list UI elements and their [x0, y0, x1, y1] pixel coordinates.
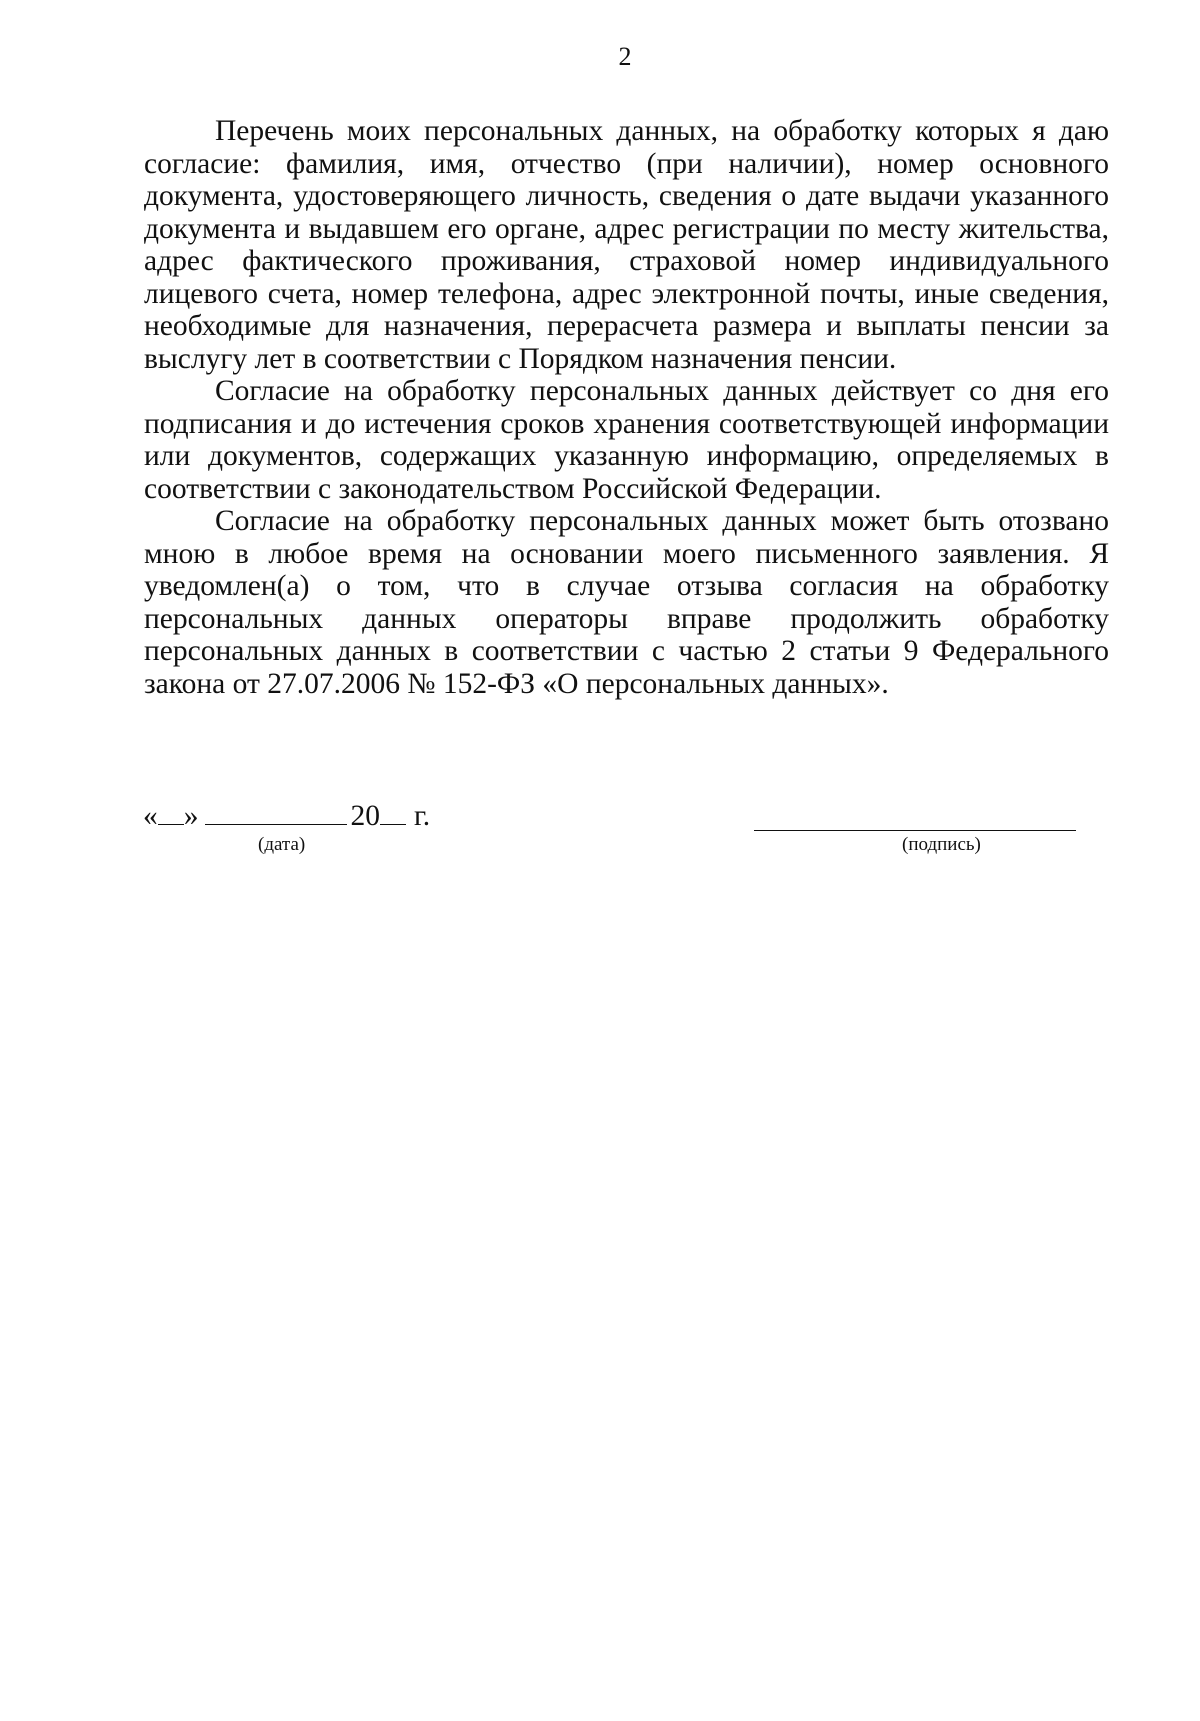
paragraph-personal-data-list: Перечень моих персональных данных, на обработку которых я даю согласие: фамилия, имя, отчество (при наличии), номер основного документа, удостоверяющего личность, сведения о дате выдачи указанного документа и выдавшем его органе, адрес регистрации по месту жительства, адрес фактического проживания, страховой номер индивидуального лицевого счета, номер телефона, адрес электронной почты, иные сведения, необходимые для назначения, перерасчета размера и выплаты пенсии за выслугу лет в соответствии с Порядком назначения пенсии. — [144, 115, 1109, 375]
quote-open: « — [143, 800, 158, 832]
paragraph-consent-withdrawal: Согласие на обработку персональных данных может быть отозвано мною в любое время на основании моего письменного заявления. Я уведомлен(а) о том, что в случае отзыва согласия на обработку персональных данных операторы вправе продолжить обработку персональных данных в соответствии с частью 2 статьи 9 Федерального закона от 27.07.2006 № 152-ФЗ «О персональных данных». — [144, 505, 1109, 700]
date-caption: (дата) — [258, 834, 306, 855]
paragraph-consent-validity: Согласие на обработку персональных данных действует со дня его подписания и до истечения сроков хранения соответствующей информации или документов, содержащих указанную информацию, определяемых в соответствии с законодательством Российской Федерации. — [144, 375, 1109, 505]
year-blank — [380, 802, 406, 825]
document-body — [144, 115, 1109, 700]
year-suffix: г. — [414, 800, 431, 832]
signature-caption: (подпись) — [902, 834, 981, 855]
month-blank — [205, 802, 347, 825]
date-field-line — [143, 799, 430, 833]
quote-close: » — [183, 800, 199, 832]
signature-line — [754, 830, 1076, 831]
day-blank — [158, 802, 184, 825]
page-number: 2 — [618, 42, 632, 71]
year-prefix: 20 — [350, 800, 380, 832]
